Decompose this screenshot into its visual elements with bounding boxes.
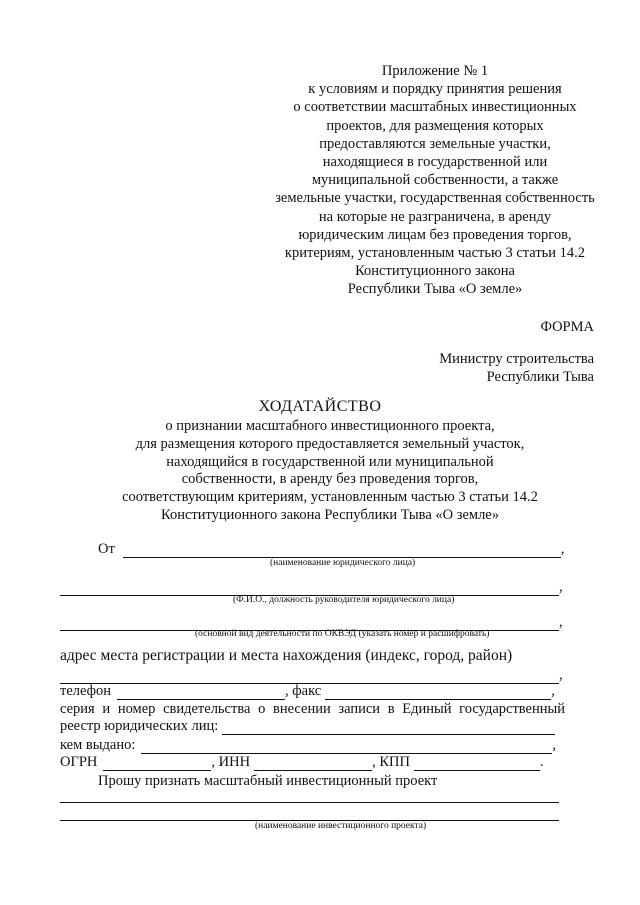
- head-name-line[interactable]: [60, 581, 559, 596]
- appendix-line: критериям, установленным частью 3 статьи 14.2: [284, 245, 586, 262]
- appendix-line: проектов, для размещения которых: [326, 117, 544, 134]
- appendix-line: земельные участки, государственная собственность: [275, 190, 595, 207]
- registry-label: реестр юридических лиц:: [60, 718, 219, 734]
- ogrn-line[interactable]: [103, 756, 211, 771]
- project-line-1[interactable]: [60, 788, 559, 803]
- appendix-line: Приложение № 1: [381, 63, 489, 79]
- appendix-line: на которые не разграничена, в аренду: [318, 208, 552, 225]
- org-name-caption: (наименование юридического лица): [270, 558, 416, 568]
- appendix-line: Республики Тыва «О земле»: [347, 281, 523, 298]
- subject-line: для размещения которого предоставляется земельный участок,: [135, 435, 525, 452]
- fax-line[interactable]: [325, 685, 551, 700]
- registry-field: [60, 718, 555, 735]
- addressee-line-1: Министру строительства: [439, 351, 594, 367]
- inn-label: , ИНН: [211, 754, 251, 770]
- phone-line[interactable]: [117, 685, 285, 700]
- request-text: Прошу признать масштабный инвестиционный проект: [98, 773, 438, 789]
- comma: ,: [551, 683, 555, 699]
- registry-line-1: серия и номер свидетельства о внесении записи в Единый государственный: [60, 701, 565, 717]
- addressee-line-2: Республики Тыва: [486, 369, 594, 385]
- address-field: [60, 667, 563, 684]
- kpp-label: , КПП: [372, 754, 410, 770]
- appendix-line: находящиеся в государственной или: [322, 154, 548, 171]
- comma: ,: [560, 541, 565, 557]
- period: .: [539, 754, 544, 770]
- phone-label: телефон: [60, 683, 112, 699]
- kpp-line[interactable]: [414, 756, 540, 771]
- org-name-line[interactable]: [123, 543, 561, 558]
- project-line-2[interactable]: [60, 806, 559, 821]
- document-subject: [95, 418, 565, 525]
- comma: ,: [559, 579, 563, 595]
- project-caption: (наименование инвестиционного проекта): [255, 821, 427, 831]
- project-line-1-field: [60, 788, 559, 803]
- form-label: ФОРМА: [540, 319, 594, 335]
- appendix-line: Конституционного закона: [355, 263, 515, 280]
- appendix-line: муниципальной собственности, а также: [311, 172, 559, 189]
- ogrn-label: ОГРН: [60, 754, 98, 770]
- subject-line: собственности, в аренду без проведения торгов,: [181, 471, 479, 488]
- address-line[interactable]: [60, 669, 559, 684]
- ids-field: [60, 754, 544, 771]
- addressee-block: [439, 350, 594, 386]
- registry-line[interactable]: [222, 720, 555, 735]
- issued-by-label: кем выдано:: [60, 737, 136, 753]
- subject-line: соответствующим критериям, установленным частью 3 статьи 14.2: [122, 489, 538, 506]
- comma: ,: [559, 667, 563, 683]
- appendix-line: предоставляются земельные участки,: [319, 135, 551, 152]
- issued-by-field: [60, 737, 556, 754]
- from-field: [98, 541, 564, 558]
- head-caption: (Ф.И.О., должность руководителя юридического лица): [233, 595, 455, 605]
- subject-line: о признании масштабного инвестиционного проекта,: [165, 418, 495, 434]
- subject-line: Конституционного закона Республики Тыва «О земле»: [161, 506, 499, 523]
- appendix-line: к условиям и порядку принятия решения: [308, 81, 562, 98]
- issued-by-line[interactable]: [141, 739, 552, 754]
- appendix-header: [270, 62, 600, 299]
- comma: ,: [552, 737, 556, 753]
- fax-label: , факс: [285, 683, 322, 699]
- address-label: адрес места регистрации и места нахождения (индекс, город, район): [60, 647, 513, 664]
- subject-line: находящийся в государственной или муниципальной: [166, 453, 494, 470]
- phone-fax-field: [60, 683, 555, 700]
- okved-caption: (основной вид деятельности по ОКВЭД (указать номер и расшифровать): [195, 629, 490, 639]
- document-title: ХОДАТАЙСТВО: [258, 398, 382, 415]
- project-line-2-field: [60, 806, 559, 821]
- appendix-line: юридическим лицам без проведения торгов,: [298, 226, 572, 243]
- inn-line[interactable]: [254, 756, 372, 771]
- head-field: [60, 579, 563, 596]
- comma: ,: [559, 614, 563, 630]
- from-label: От: [98, 541, 115, 557]
- appendix-line: о соответствии масштабных инвестиционных: [293, 99, 577, 116]
